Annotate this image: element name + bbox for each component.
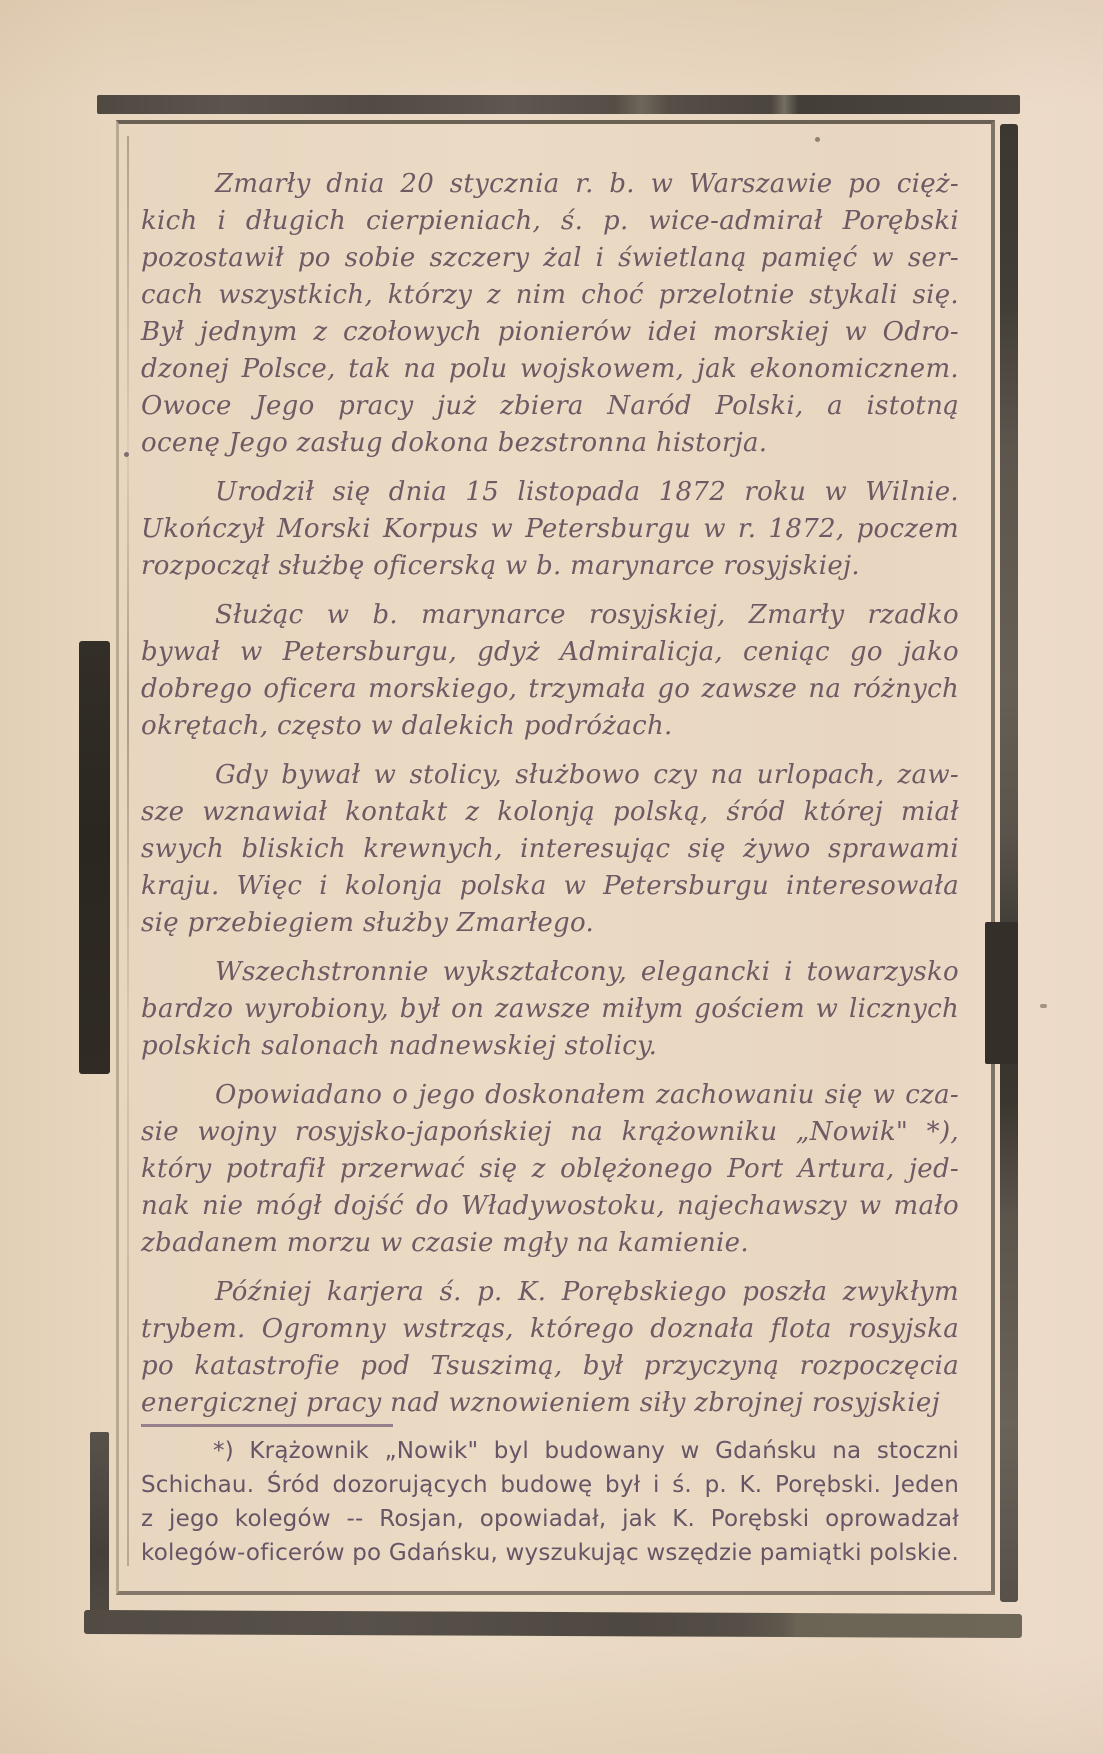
text-line: rozpoczął służbę oficerską w b. marynarce rosyjskiej.	[141, 551, 860, 581]
text-line: okrętach, często w dalekich podróżach.	[141, 711, 673, 741]
text-line: się przebiegiem służby Zmarłego.	[141, 908, 595, 938]
text-line: bywał w Petersburgu, gdyż Admiralicja, ceniąc go jako	[141, 637, 959, 667]
text-line: kraju. Więc i kolonja polska w Petersburgu interesowała	[141, 871, 959, 901]
left-border-bar-lower-segment	[90, 1432, 109, 1632]
text-line: trybem. Ogromny wstrząs, którego doznała flota rosyjska	[141, 1314, 959, 1344]
top-rule-ornament	[97, 95, 1020, 114]
text-line: kich i długich cierpieniach, ś. p. wice-admirał Porębski	[141, 206, 959, 236]
text-line: Służąc w b. marynarce rosyjskiej, Zmarły rzadko	[215, 600, 959, 630]
paragraph	[141, 757, 959, 942]
text-line: energicznej pracy nad wznowieniem siły zbrojnej rosyjskiej	[141, 1388, 940, 1418]
text-line: sze wznawiał kontakt z kolonją polską, śród której miał	[141, 797, 959, 827]
frame-left-double-line	[127, 136, 129, 1566]
text-line: Opowiadano o jego doskonałem zachowaniu się w cza-	[215, 1080, 959, 1110]
text-line: polskich salonach nadnewskiej stolicy.	[141, 1031, 658, 1061]
text-line: Gdy bywał w stolicy, służbowo czy na urlopach, zaw-	[215, 760, 959, 790]
right-border-bar	[1000, 124, 1018, 1602]
text-line: który potrafił przerwać się z oblężonego Port Artura, jed-	[141, 1154, 959, 1184]
text-line: po katastrofie pod Tsuszimą, był przyczyną rozpoczęcia	[141, 1351, 959, 1381]
text-line: dzonej Polsce, tak na polu wojskowem, jak ekonomicznem.	[141, 354, 959, 384]
bottom-rule-ornament	[84, 1610, 1022, 1638]
paragraph	[141, 1077, 959, 1262]
paper-speck	[1040, 1004, 1047, 1008]
paragraph	[141, 597, 959, 745]
text-line: swych bliskich krewnych, interesując się żywo sprawami	[141, 834, 959, 864]
text-line: pozostawił po sobie szczery żal i świetlaną pamięć w ser-	[141, 243, 959, 273]
text-line: cach wszystkich, którzy z nim choć przelotnie stykali się.	[141, 280, 959, 310]
text-line: Schichau. Śród dozorujących budowę był i ś. p. K. Porębski. Jeden	[141, 1472, 959, 1498]
footnote-text	[141, 1434, 959, 1570]
paper-speck	[815, 137, 820, 142]
text-line: Wszechstronnie wykształcony, elegancki i towarzysko	[215, 957, 959, 987]
text-line: ocenę Jego zasług dokona bezstronna historja.	[141, 428, 768, 458]
text-line: Później karjera ś. p. K. Porębskiego poszła zwykłym	[215, 1277, 959, 1307]
paragraph	[141, 1274, 959, 1422]
text-line: nak nie mógł dojść do Władywostoku, najechawszy w mało	[141, 1191, 959, 1221]
text-line: *) Krążownik „Nowik" byl budowany w Gdańsku na stoczni	[213, 1438, 959, 1464]
text-line: z jego kolegów -- Rosjan, opowiadał, jak K. Porębski oprowadzał	[141, 1506, 959, 1532]
paragraph	[141, 474, 959, 585]
text-line: zbadanem morzu w czasie mgły na kamienie.	[141, 1228, 749, 1258]
right-border-dark-patch	[985, 922, 1018, 1064]
text-line: Urodził się dnia 15 listopada 1872 roku w Wilnie.	[215, 477, 959, 507]
text-line: Był jednym z czołowych pionierów idei morskiej w Odro-	[141, 317, 959, 347]
paragraph	[141, 954, 959, 1065]
text-line: sie wojny rosyjsko-japońskiej na krążowniku „Nowik" *),	[141, 1117, 959, 1147]
footnote-separator-rule	[141, 1424, 393, 1427]
left-border-bar-dark-segment	[79, 641, 110, 1074]
text-line: Owoce Jego pracy już zbiera Naród Polski, a istotną	[141, 391, 959, 421]
text-line: bardzo wyrobiony, był on zawsze miłym gościem w licznych	[141, 994, 959, 1024]
text-line: Ukończył Morski Korpus w Petersburgu w r. 1872, poczem	[141, 514, 959, 544]
text-line: kolegów-oficerów po Gdańsku, wyszukując wszędzie pamiątki polskie.	[141, 1540, 959, 1566]
text-line: Zmarły dnia 20 stycznia r. b. w Warszawie po cięż-	[215, 169, 959, 199]
text-line: dobrego oficera morskiego, trzymała go zawsze na różnych	[141, 674, 959, 704]
obituary-text	[141, 166, 959, 1434]
paragraph	[141, 166, 959, 462]
paper-speck	[124, 452, 129, 457]
